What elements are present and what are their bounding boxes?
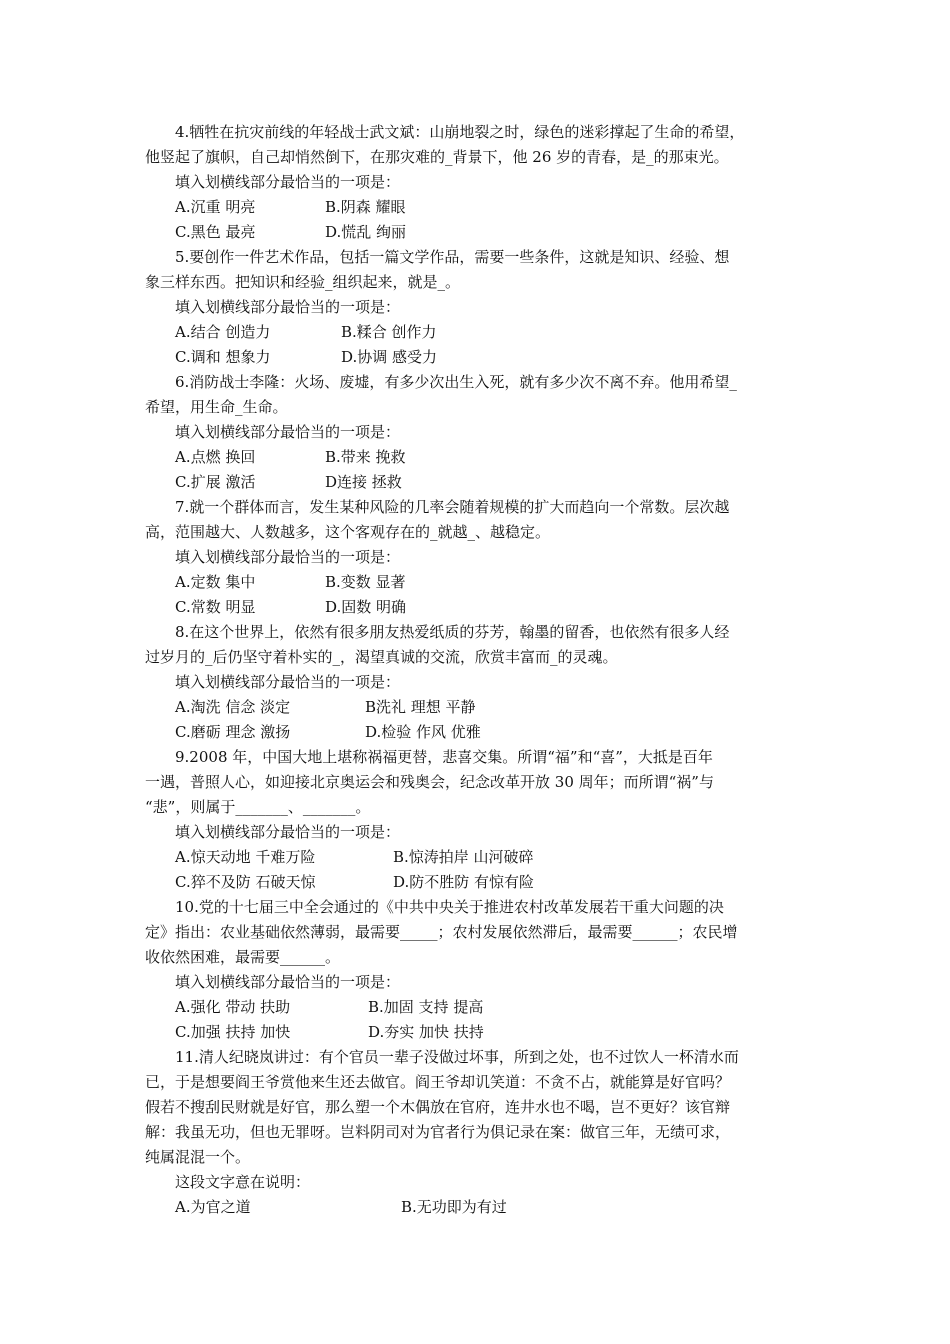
option-b: B.阴森 耀眼 [325,198,406,216]
question-8 [145,620,810,745]
question-text: 4.牺牲在抗灾前线的年轻战士武文斌：山崩地裂之时，绿色的迷彩撑起了生命的希望， [175,123,745,141]
question-text: 一遇，普照人心，如迎接北京奥运会和残奥会，纪念改革开放 30 周年；而所谓“祸”与 [145,773,714,791]
question-9 [145,745,810,895]
option-d: D.协调 感受力 [341,348,438,366]
option-a: A.结合 创造力 [175,323,271,341]
option-a: A.惊天动地 千难万险 [175,848,316,866]
option-b: B.惊涛拍岸 山河破碎 [393,848,534,866]
options-row [145,320,810,345]
options-row [145,1020,810,1045]
question-prompt: 填入划横线部分最恰当的一项是： [175,423,401,441]
question-text: 收依然困难，最需要______。 [145,948,341,966]
option-b: B洗礼 理想 平静 [365,698,476,716]
options-row [145,570,810,595]
question-prompt: 这段文字意在说明： [175,1173,311,1191]
question-text: 11.清人纪晓岚讲过：有个官员一辈子没做过坏事，所到之处，也不过饮人一杯清水而 [175,1048,739,1066]
question-prompt: 填入划横线部分最恰当的一项是： [175,548,401,566]
question-text: 9.2008 年，中国大地上堪称祸福更替，悲喜交集。所谓“福”和“喜”，大抵是百年 [175,748,713,766]
question-text: 假若不搜刮民财就是好官，那么塑一个木偶放在官府，连井水也不喝，岂不更好？该官辩 [145,1098,731,1116]
question-prompt: 填入划横线部分最恰当的一项是： [175,173,401,191]
question-6 [145,370,810,495]
option-b: B.无功即为有过 [401,1198,507,1216]
option-c: C.常数 明显 [175,598,256,616]
question-text: 过岁月的_后仍坚守着朴实的_，渴望真诚的交流，欣赏丰富而_的灵魂。 [145,648,618,666]
question-4 [145,120,810,245]
question-text: 8.在这个世界上，依然有很多朋友热爱纸质的芬芳，翰墨的留香，也依然有很多人经 [175,623,730,641]
option-a: A.点燃 换回 [175,448,256,466]
question-text: 7.就一个群体而言，发生某种风险的几率会随着规模的扩大而趋向一个常数。层次越 [175,498,730,516]
option-d: D.检验 作风 优雅 [365,723,481,741]
question-prompt: 填入划横线部分最恰当的一项是： [175,823,401,841]
question-text: 他竖起了旗帜，自己却悄然倒下，在那灾难的_背景下，他 26 岁的青春，是_的那束光。 [145,148,729,166]
options-row [145,445,810,470]
question-text: 已，于是想要阎王爷赏他来生还去做官。阎王爷却讥笑道：不贪不占，就能算是好官吗？ [145,1073,731,1091]
question-text: 纯属混混一个。 [145,1148,251,1166]
question-text: 定》指出：农业基础依然薄弱，最需要_____；农村发展依然滞后，最需要______；农民增 [145,923,738,941]
option-c: C.猝不及防 石破天惊 [175,873,316,891]
document-page [145,120,810,1220]
option-d: D.防不胜防 有惊有险 [393,873,535,891]
option-c: C.磨砺 理念 激扬 [175,723,291,741]
option-d: D.慌乱 绚丽 [325,223,407,241]
options-row [145,995,810,1020]
option-d: D.固数 明确 [325,598,407,616]
question-text: “悲”，则属于_______、_______。 [145,798,371,816]
question-7 [145,495,810,620]
option-b: B.加固 支持 提高 [368,998,484,1016]
option-c: C.扩展 激活 [175,473,256,491]
options-row [145,870,810,895]
options-row [145,845,810,870]
question-text: 10.党的十七届三中全会通过的《中共中央关于推进农村改革发展若干重大问题的决 [175,898,724,916]
option-c: C.黑色 最亮 [175,223,256,241]
option-a: A.强化 带动 扶助 [175,998,291,1016]
options-row [145,1195,810,1220]
option-d: D连接 拯救 [325,473,402,491]
option-b: B.变数 显著 [325,573,406,591]
question-text: 解：我虽无功，但也无罪呀。岂料阴司对为官者行为俱记录在案：做官三年，无绩可求， [145,1123,731,1141]
option-a: A.为官之道 [175,1198,251,1216]
options-row [145,695,810,720]
options-row [145,470,810,495]
question-prompt: 填入划横线部分最恰当的一项是： [175,298,401,316]
question-10 [145,895,810,1045]
option-a: A.沉重 明亮 [175,198,256,216]
option-b: B.糅合 创作力 [341,323,437,341]
option-c: C.调和 想象力 [175,348,271,366]
question-prompt: 填入划横线部分最恰当的一项是： [175,973,401,991]
question-text: 6.消防战士李隆：火场、废墟，有多少次出生入死，就有多少次不离不弃。他用希望_ [175,373,737,391]
options-row [145,345,810,370]
question-5 [145,245,810,370]
question-text: 象三样东西。把知识和经验_组织起来，就是_。 [145,273,461,291]
option-d: D.夯实 加快 扶持 [368,1023,484,1041]
options-row [145,720,810,745]
question-prompt: 填入划横线部分最恰当的一项是： [175,673,401,691]
question-11 [145,1045,810,1220]
option-c: C.加强 扶持 加快 [175,1023,291,1041]
options-row [145,195,810,220]
option-a: A.定数 集中 [175,573,256,591]
option-b: B.带来 挽救 [325,448,406,466]
options-row [145,595,810,620]
question-text: 5.要创作一件艺术作品，包括一篇文学作品，需要一些条件，这就是知识、经验、想 [175,248,730,266]
options-row [145,220,810,245]
question-text: 希望，用生命_生命。 [145,398,288,416]
option-a: A.淘洗 信念 淡定 [175,698,291,716]
question-text: 高，范围越大、人数越多，这个客观存在的_就越_、越稳定。 [145,523,551,541]
